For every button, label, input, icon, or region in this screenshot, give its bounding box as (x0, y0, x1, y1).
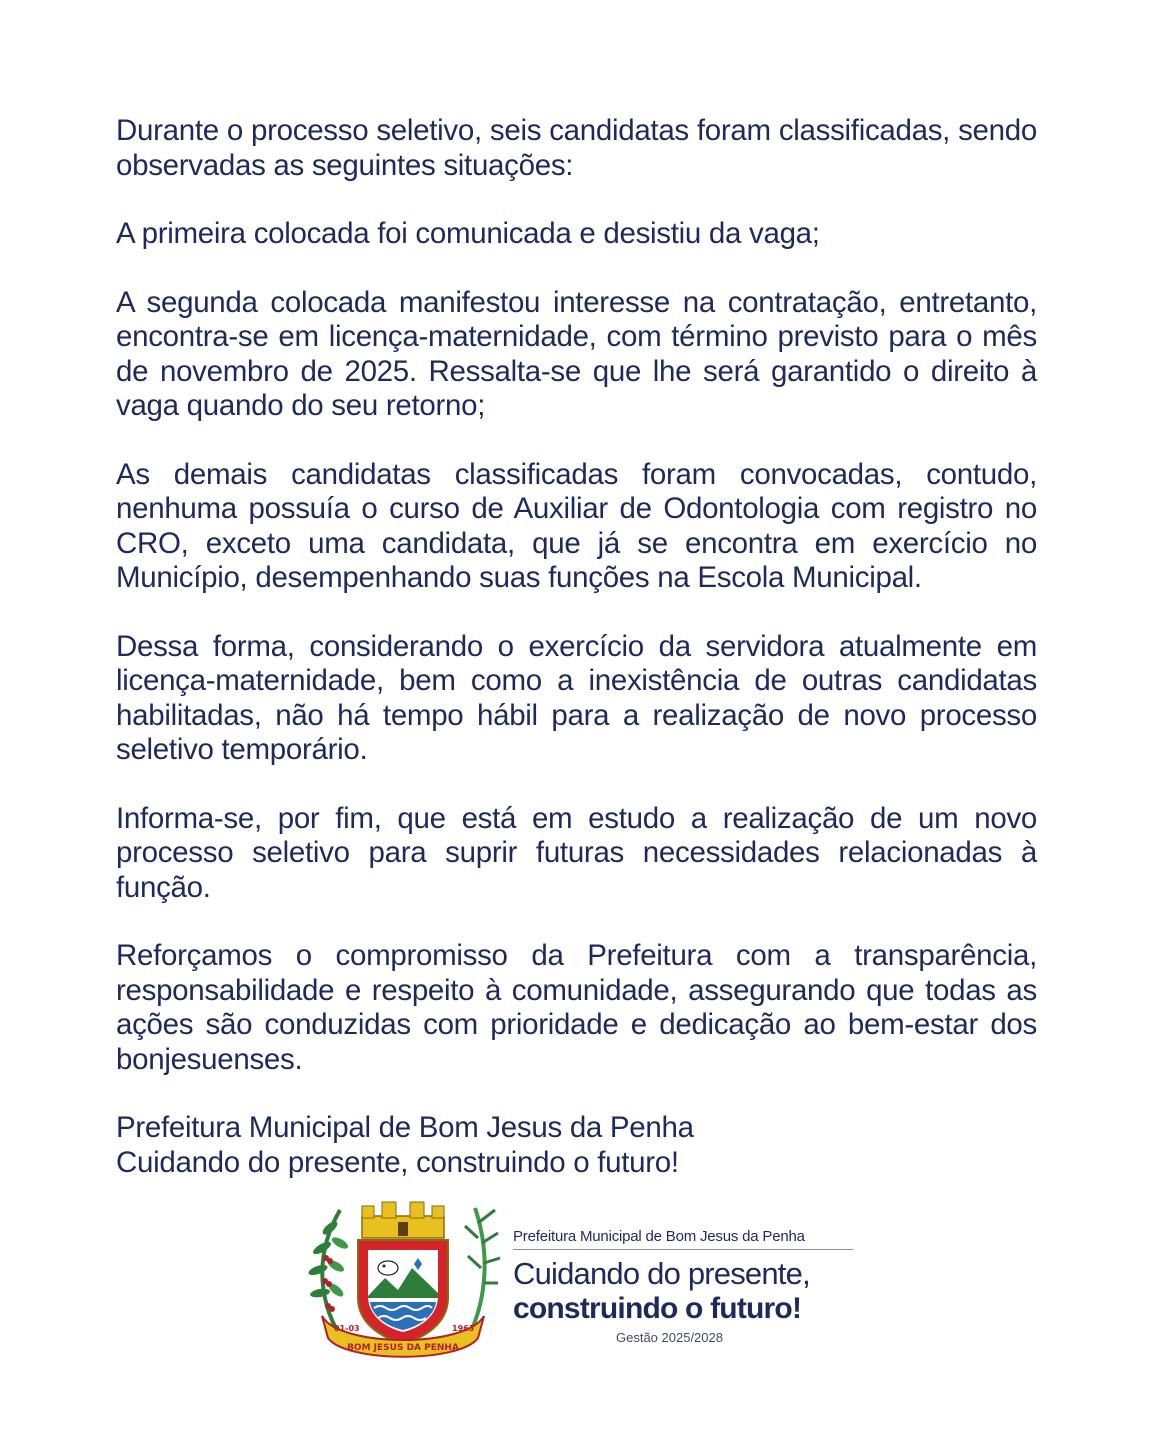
footer-branding (300, 1198, 860, 1358)
crest-date-left: 01-03 (334, 1324, 360, 1333)
paragraph-new-process: Informa-se, por fim, que está em estudo a realização de um novo processo seletivo para suprir futuras necessidades relacionadas à função. (116, 801, 1037, 904)
paragraph-other-candidates: As demais candidatas classificadas foram convocadas, contudo, nenhuma possuía o curso de Auxiliar de Odontologia com registro no CRO, exceto uma candidata, que já se encontra em exercício no Município, desempenhando suas funções na Escola Municipal. (116, 457, 1037, 594)
signoff-slogan: Cuidando do presente, construindo o futuro! (116, 1145, 679, 1179)
document-body (116, 114, 1037, 1180)
crest-date-right: 1963 (452, 1324, 475, 1333)
brand-block (513, 1228, 853, 1345)
paragraph-second-place: A segunda colocada manifestou interesse na contratação, entretanto, encontra-se em licença-maternidade, com término previsto para o mês de novembro de 2025. Ressalta-se que lhe será garantido o direito à vaga quando do seu retorno; (116, 285, 1037, 422)
municipal-crest-logo (300, 1198, 506, 1358)
crown-icon (362, 1202, 444, 1238)
brand-slogan-line1: Cuidando do presente, (513, 1256, 810, 1291)
crest-ribbon-text: BOM JESUS DA PENHA (347, 1343, 459, 1353)
paragraph-first-place: A primeira colocada foi comunicada e desistiu da vaga; (116, 217, 820, 250)
paragraph-conclusion: Dessa forma, considerando o exercício da servidora atualmente em licença-maternidade, bem como a inexistência de outras candidatas habilitadas, não há tempo hábil para a realização de novo processo seletivo temporário. (116, 629, 1037, 766)
signoff-prefeitura: Prefeitura Municipal de Bom Jesus da Penha (116, 1111, 694, 1144)
brand-gestao: Gestão 2025/2028 (616, 1330, 723, 1345)
brand-prefeitura-name: Prefeitura Municipal de Bom Jesus da Penha (513, 1228, 853, 1250)
paragraph-intro: Durante o processo seletivo, seis candidatas foram classificadas, sendo observadas as seguintes situações: (116, 114, 1037, 182)
paragraph-commitment: Reforçamos o compromisso da Prefeitura com a transparência, responsabilidade e respeito à comunidade, assegurando que todas as ações são conduzidas com prioridade e dedicação ao bem-estar dos bonjesuenses. (116, 939, 1037, 1076)
shield-icon (358, 1240, 448, 1343)
brand-slogan-line2: construindo o futuro! (513, 1292, 802, 1325)
